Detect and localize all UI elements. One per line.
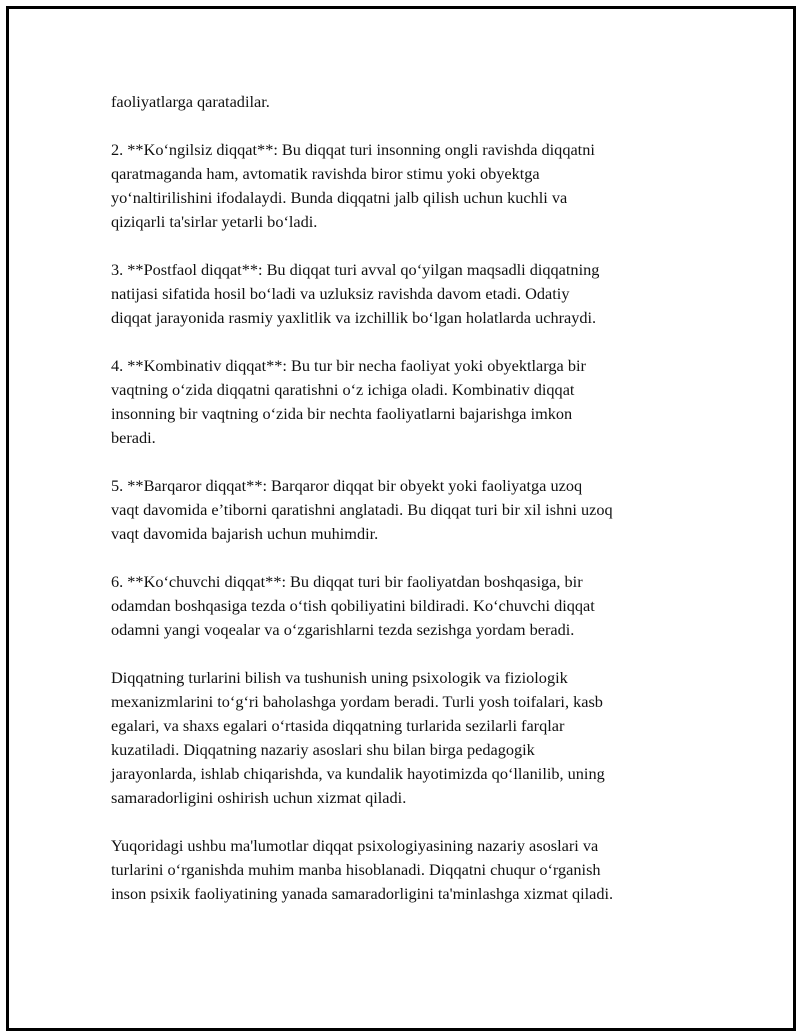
paragraph-item-5: 5. **Barqaror diqqat**: Barqaror diqqat bir obyekt yoki faoliyatga uzoq vaqt davomida e’tiborni qaratishni anglatadi. Bu diqqat turi bir xil ishni uzoq vaqt davomida bajarish uchun muhimdir. [111,476,613,543]
paragraph-item-6: 6. **Ko‘chuvchi diqqat**: Bu diqqat turi bir faoliyatdan boshqasiga, bir odamdan boshqasiga tezda o‘tish qobiliyatini bildiradi. Ko‘chuvchi diqqat odamni yangi voqealar va o‘zgarishlarni tezda sezishga yordam beradi. [111,572,595,639]
paragraph-item-2: 2. **Ko‘ngilsiz diqqat**: Bu diqqat turi insonning ongli ravishda diqqatni qaratmaganda ham, avtomatik ravishda biror stimu yoki obyektga yo‘naltirilishini ifodalaydi. Bunda diqqatni jalb qilish uchun kuchli va qiziqarli ta'sirlar yetarli bo‘ladi. [111,140,595,231]
paragraph-item-3: 3. **Postfaol diqqat**: Bu diqqat turi avval qo‘yilgan maqsadli diqqatning natijasi sifatida hosil bo‘ladi va uzluksiz ravishda davom etadi. Odatiy diqqat jarayonida rasmiy yaxlitlik va izchillik bo‘lgan holatlarda uchraydi. [111,260,600,327]
paragraph-continuation: faoliyatlarga qaratadilar. [111,92,270,111]
paragraph-conclusion: Yuqoridagi ushbu ma'lumotlar diqqat psixologiyasining nazariy asoslari va turlarini o‘rganishda muhim manba hisoblanadi. Diqqatni chuqur o‘rganish inson psixik faoliyatining yanada samaradorligini ta'minlashga xizmat qiladi. [111,836,614,903]
document-body [111,90,701,906]
paragraph-item-4: 4. **Kombinativ diqqat**: Bu tur bir necha faoliyat yoki obyektlarga bir vaqtning o‘zida diqqatni qaratishni o‘z ichiga oladi. Kombinativ diqqat insonning bir vaqtning o‘zida bir nechta faoliyatlarni bajarishga imkon beradi. [111,356,586,447]
paragraph-summary: Diqqatning turlarini bilish va tushunish uning psixologik va fiziologik mexanizmlarini to‘g‘ri baholashga yordam beradi. Turli yosh toifalari, kasb egalari, va shaxs egalari o‘rtasida diqqatning turlarida sezilarli farqlar kuzatiladi. Diqqatning nazariy asoslari shu bilan birga pedagogik jarayonlarda, ishlab chiqarishda, va kundalik hayotimizda qo‘llanilib, uning samaradorligini oshirish uchun xizmat qiladi. [111,668,605,807]
